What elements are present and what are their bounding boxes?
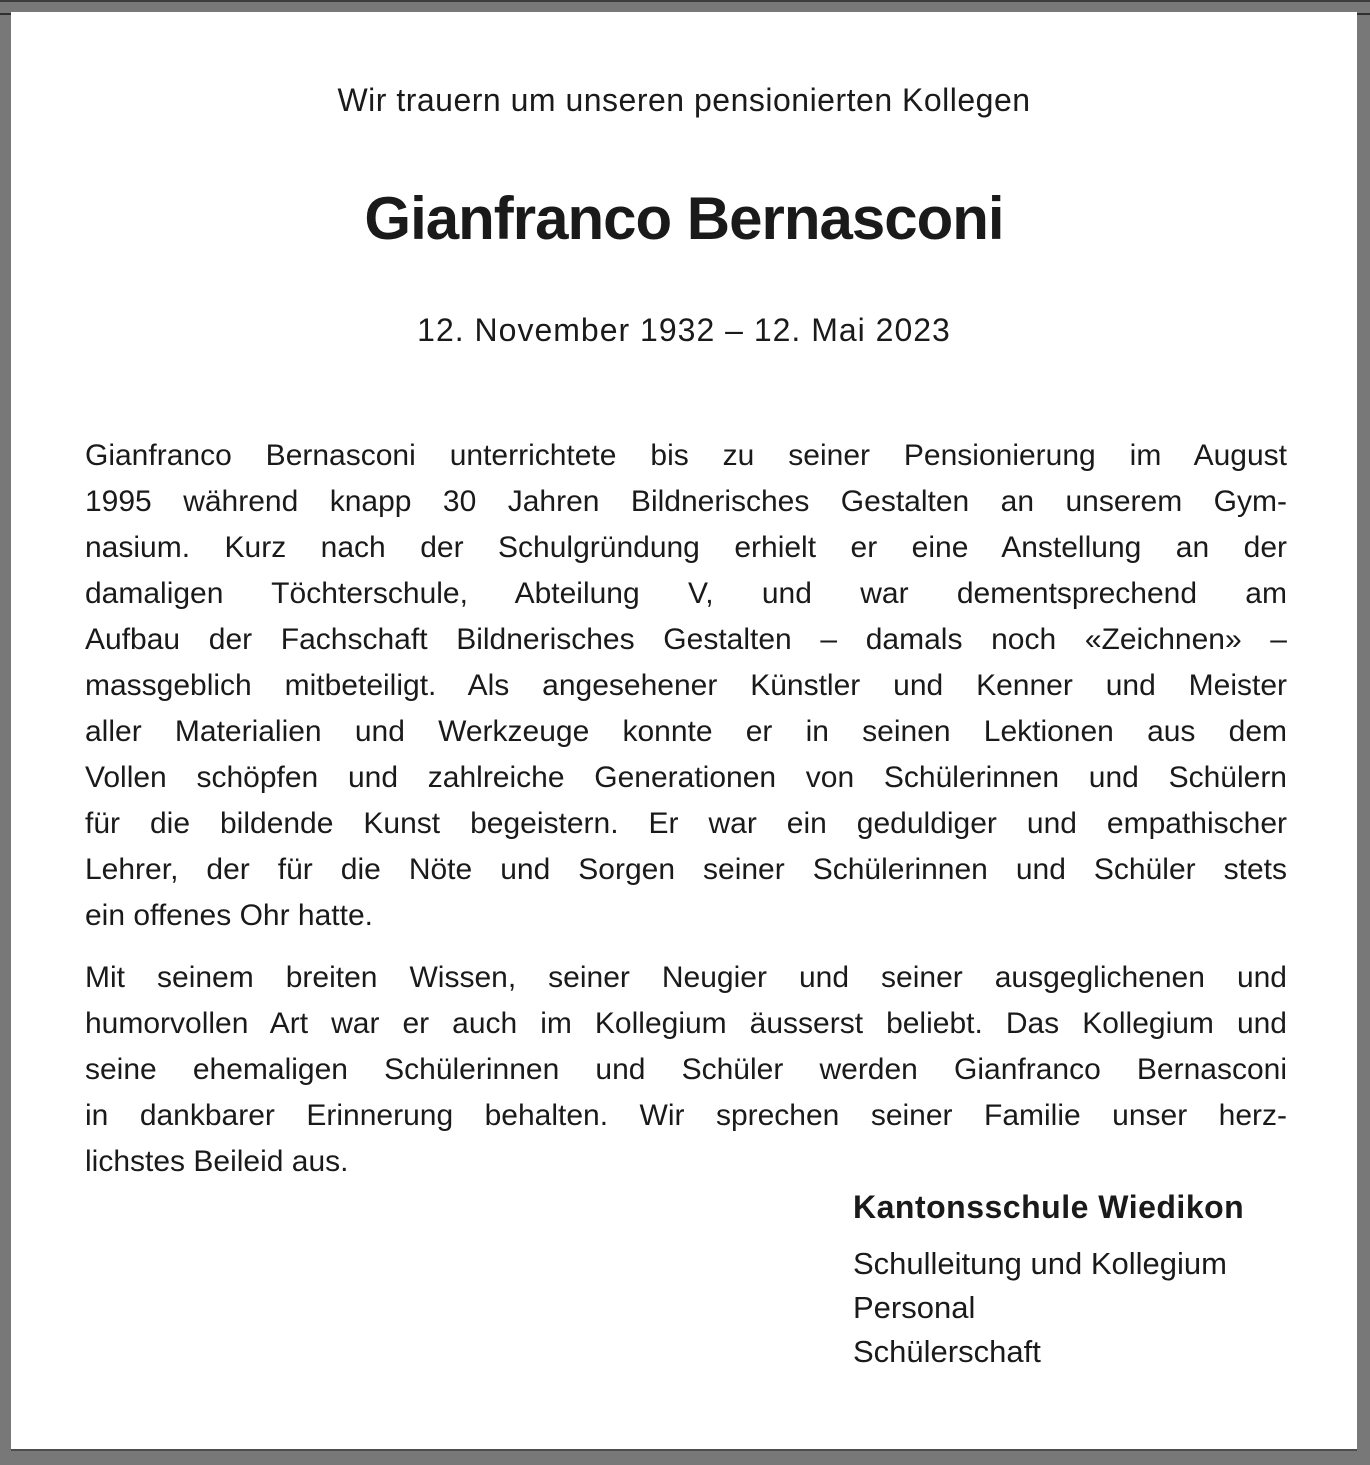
text-line: humorvollen Art war er auch im Kollegium äusserst beliebt. Das Kollegium und — [85, 1007, 1287, 1040]
text-line: Personal — [853, 1290, 976, 1325]
text-line: Schulleitung und Kollegium — [853, 1246, 1227, 1281]
signature-block — [853, 1242, 1227, 1374]
text-line: seine ehemaligen Schülerinnen und Schüler werden Gianfranco Bernasconi — [85, 1053, 1287, 1086]
text-line: für die bildende Kunst begeistern. Er war ein geduldiger und empathischer — [85, 807, 1287, 840]
text-line: Aufbau der Fachschaft Bildnerisches Gestalten – damals noch «Zeichnen» – — [85, 623, 1287, 656]
obituary-page — [11, 12, 1357, 1451]
text-line: Schülerschaft — [853, 1334, 1041, 1369]
obituary-paragraph-2 — [85, 955, 1287, 1185]
text-line: Lehrer, der für die Nöte und Sorgen seiner Schülerinnen und Schüler stets — [85, 853, 1287, 886]
text-line: lichstes Beileid aus. — [85, 1145, 349, 1178]
obituary-paragraph-1 — [85, 433, 1287, 939]
text-line: Vollen schöpfen und zahlreiche Generationen von Schülerinnen und Schülern — [85, 761, 1287, 794]
life-dates: 12. November 1932 – 12. Mai 2023 — [417, 312, 951, 348]
text-line: aller Materialien und Werkzeuge konnte er in seinen Lektionen aus dem — [85, 715, 1287, 748]
text-line: nasium. Kurz nach der Schulgründung erhielt er eine Anstellung an der — [85, 531, 1287, 564]
text-line: massgeblich mitbeteiligt. Als angesehener Künstler und Kenner und Meister — [85, 669, 1287, 702]
text-line: ein offenes Ohr hatte. — [85, 899, 373, 932]
text-line: damaligen Töchterschule, Abteilung V, und war dementsprechend am — [85, 577, 1287, 610]
deceased-name: Gianfranco Bernasconi — [364, 185, 1004, 252]
signature-organization: Kantonsschule Wiedikon — [853, 1189, 1245, 1225]
text-line: Gianfranco Bernasconi unterrichtete bis zu seiner Pensionierung im August — [85, 439, 1287, 472]
top-edge-line — [0, 0, 1370, 2]
text-line: in dankbarer Erinnerung behalten. Wir sprechen seiner Familie unser herz- — [85, 1099, 1287, 1132]
intro-line: Wir trauern um unseren pensionierten Kollegen — [337, 82, 1031, 118]
text-line: 1995 während knapp 30 Jahren Bildnerisches Gestalten an unserem Gym- — [85, 485, 1287, 518]
text-line: Mit seinem breiten Wissen, seiner Neugier und seiner ausgeglichenen und — [85, 961, 1287, 994]
